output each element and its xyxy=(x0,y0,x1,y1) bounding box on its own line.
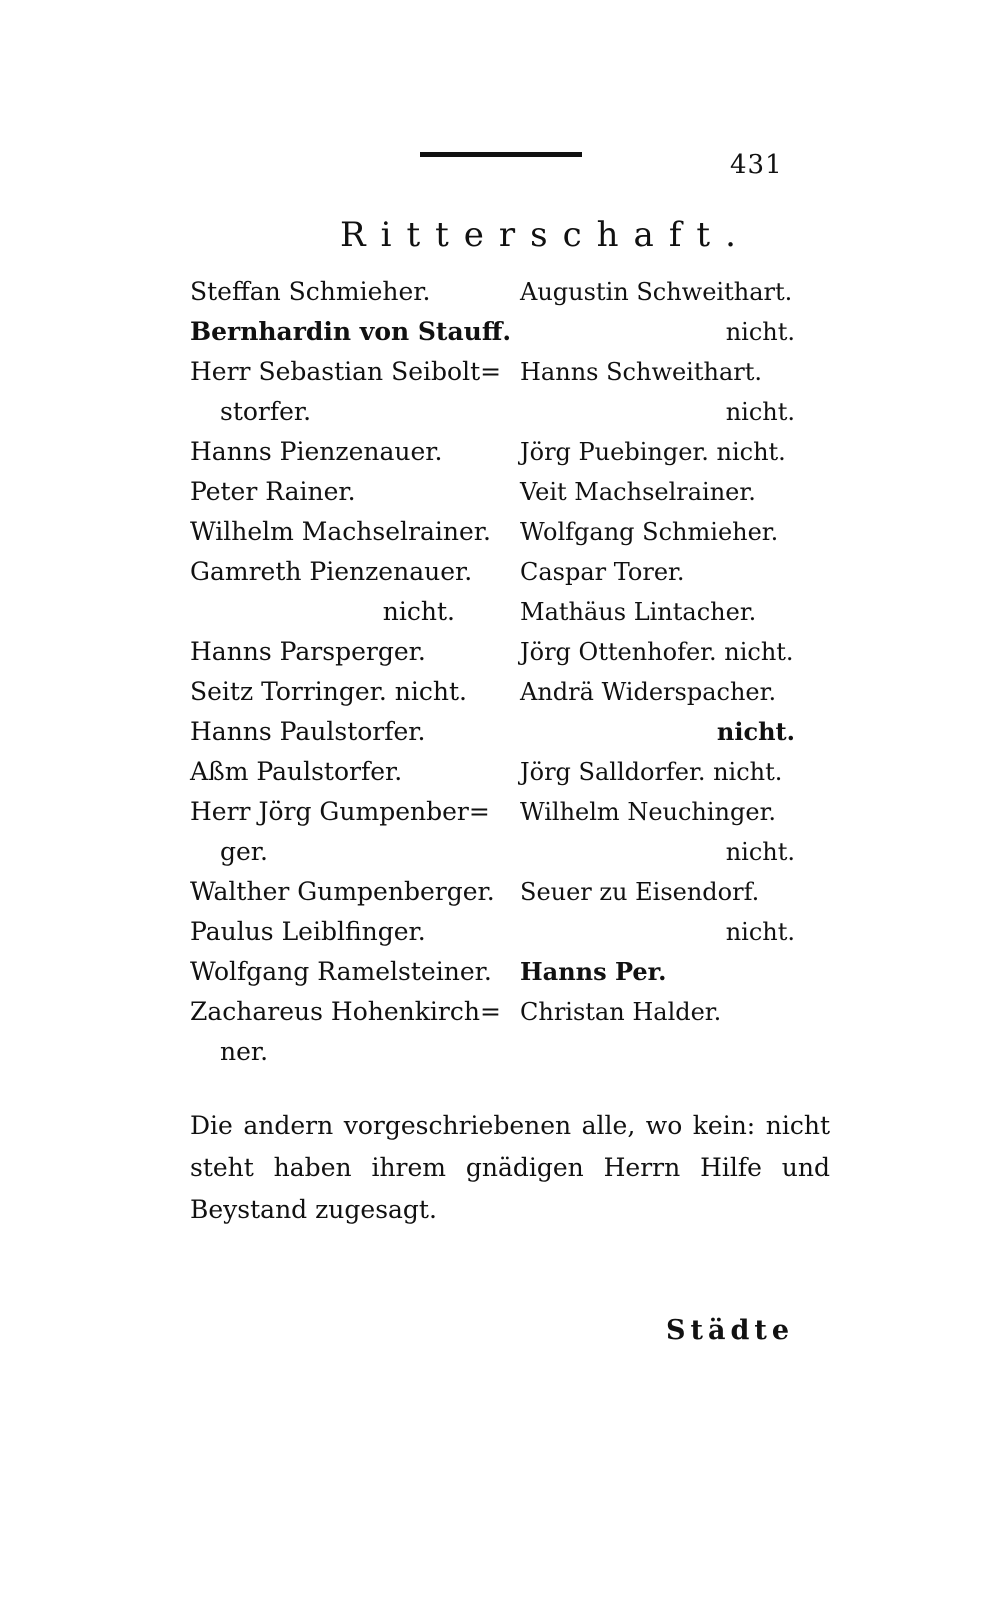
name-entry: Jörg Salldorfer. nicht. xyxy=(520,758,783,786)
name-entry: Jörg Puebinger. nicht. xyxy=(520,438,786,466)
name-entry: Seuer zu Eisendorf. xyxy=(520,878,760,906)
nicht-note: nicht. xyxy=(725,838,795,866)
name-entry: Aßm Paulstorfer. xyxy=(190,757,403,786)
name-entry: Herr Jörg Gumpenber= xyxy=(190,797,490,826)
name-entry: Hanns Per. xyxy=(520,957,667,986)
left-column xyxy=(190,272,520,1072)
name-entry: Gamreth Pienzenauer. xyxy=(190,557,473,586)
name-entry: Wilhelm Machselrainer. xyxy=(190,517,491,546)
top-rule xyxy=(420,152,582,157)
section-heading: Ritterschaft. xyxy=(340,215,751,255)
name-entry: Caspar Torer. xyxy=(520,558,685,586)
page-number: 431 xyxy=(730,150,783,180)
name-entry-continuation: ger. xyxy=(220,837,268,866)
name-entry: Seitz Torringer. nicht. xyxy=(190,677,467,706)
name-entry: Wolfgang Ramelsteiner. xyxy=(190,957,492,986)
name-entry-continuation: storfer. xyxy=(220,397,312,426)
name-entry: Hanns Schweithart. xyxy=(520,358,763,386)
name-entry: Paulus Leiblfinger. xyxy=(190,917,426,946)
name-entry: Wolfgang Schmieher. xyxy=(520,518,779,546)
name-entry: Bernhardin von Stauff. xyxy=(190,317,512,346)
catchword: Städte xyxy=(666,1315,794,1346)
nicht-note: nicht. xyxy=(716,717,795,746)
name-entry: Andrä Widerspacher. xyxy=(520,678,777,706)
right-column xyxy=(520,272,815,1032)
name-entry: Augustin Schweithart. xyxy=(520,278,793,306)
closing-paragraph: Die andern vorgeschriebenen alle, wo kein: nicht steht haben ihrem gnädigen Herrn Hilfe und Beystand zugesagt. xyxy=(190,1111,830,1224)
nicht-note: nicht. xyxy=(725,398,795,426)
name-entry: Wilhelm Neuchinger. xyxy=(520,798,777,826)
nicht-note: nicht. xyxy=(725,318,795,346)
name-entry: Peter Rainer. xyxy=(190,477,356,506)
name-entry: Jörg Ottenhofer. nicht. xyxy=(520,638,794,666)
name-entry: Hanns Parsperger. xyxy=(190,637,426,666)
nicht-note: nicht. xyxy=(382,597,455,626)
name-entry: Walther Gumpenberger. xyxy=(190,877,495,906)
name-entry: Mathäus Lintacher. xyxy=(520,598,757,626)
nicht-note: nicht. xyxy=(725,918,795,946)
name-entry: Veit Machselrainer. xyxy=(520,478,756,506)
name-entry: Zachareus Hohenkirch= xyxy=(190,997,501,1026)
name-entry: Steffan Schmieher. xyxy=(190,277,431,306)
name-entry-continuation: ner. xyxy=(220,1037,269,1066)
name-entry: Herr Sebastian Seibolt= xyxy=(190,357,502,386)
name-entry: Hanns Pienzenauer. xyxy=(190,437,443,466)
name-entry: Hanns Paulstorfer. xyxy=(190,717,426,746)
name-entry: Christan Halder. xyxy=(520,998,722,1026)
